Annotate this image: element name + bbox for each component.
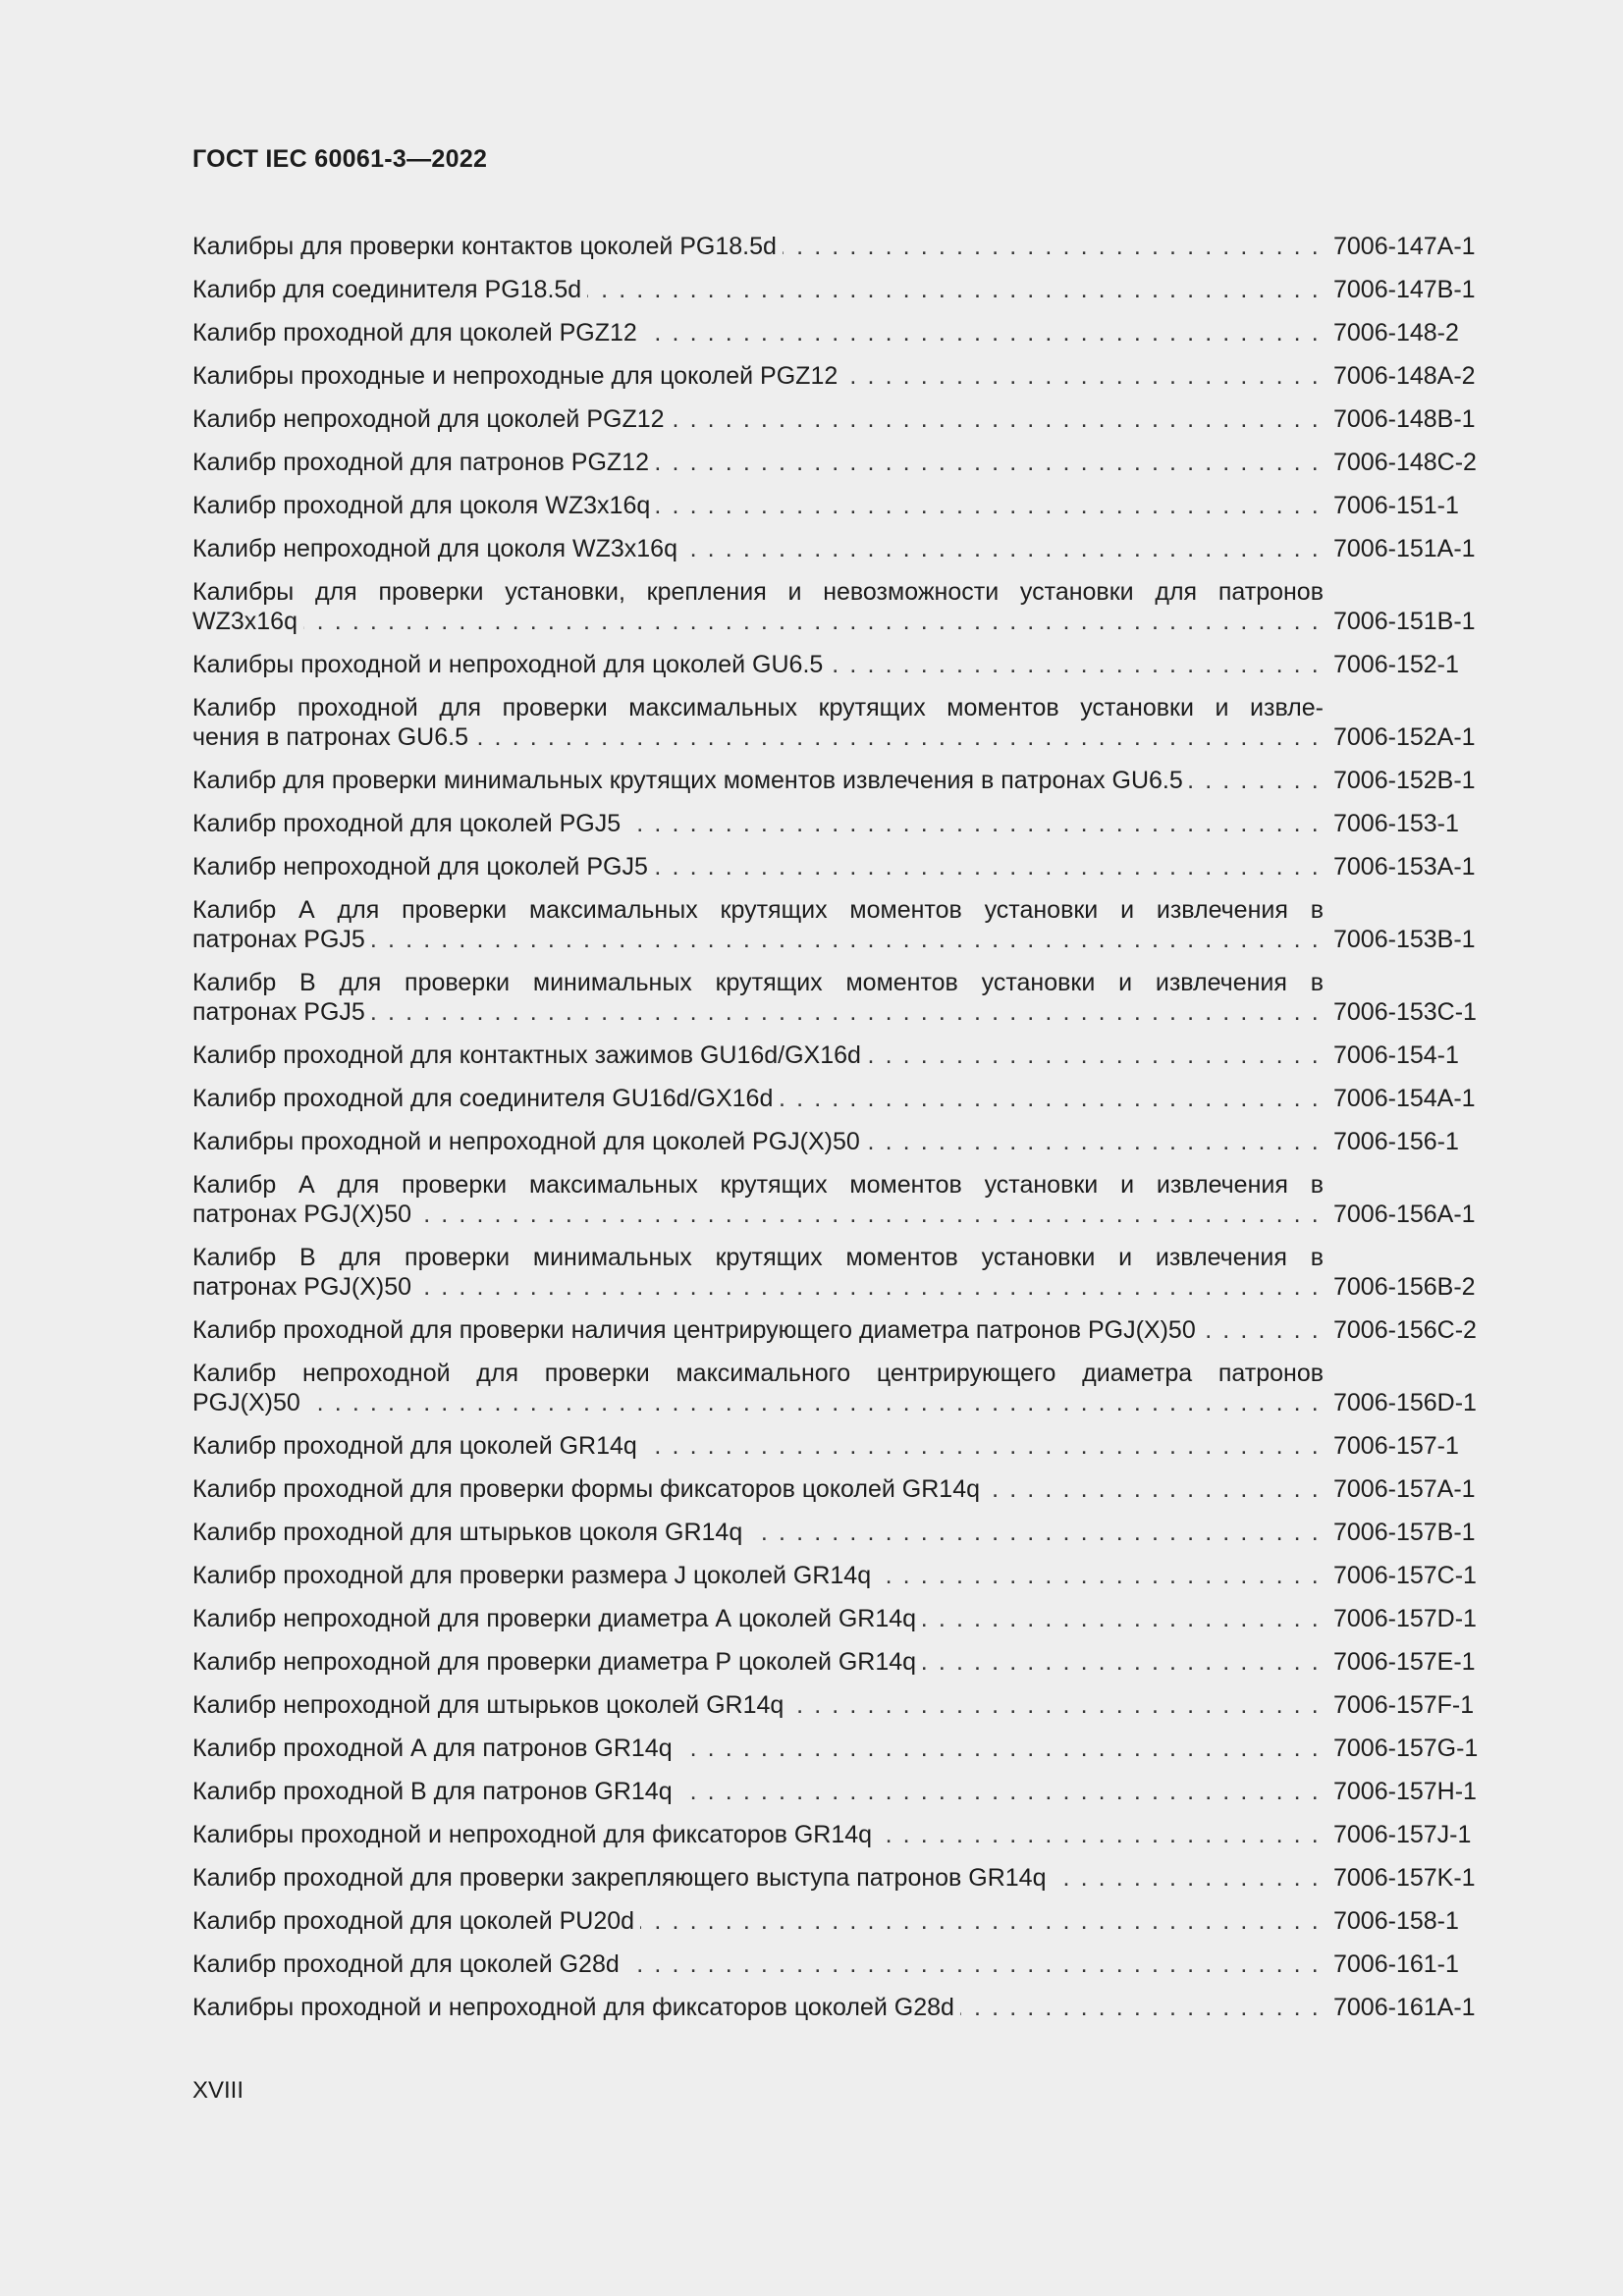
toc-entry-title-text: Калибр проходной для цоколей GR14q bbox=[192, 1432, 643, 1460]
toc-entry-title bbox=[192, 1474, 1324, 1504]
toc-entry-title bbox=[192, 1431, 1324, 1461]
toc-entry-page: 7006-148C-2 bbox=[1333, 448, 1490, 477]
toc-entry-title bbox=[192, 766, 1324, 795]
toc-entry-title-text: Калибр для соединителя PG18.5d bbox=[192, 276, 587, 303]
toc-entry-page: 7006-157-1 bbox=[1333, 1431, 1490, 1461]
toc-entry-title-text: Калибр непроходной для цоколя WZ3x16q bbox=[192, 535, 683, 562]
toc-entry-title-text: Калибр непроходной для проверки диаметра А цоколей GR14q bbox=[192, 1605, 922, 1632]
toc-entry-title bbox=[192, 1561, 1324, 1590]
toc-entry-page: 7006-157E-1 bbox=[1333, 1647, 1490, 1677]
toc-entry-title-text: Калибр проходной для проверки закрепляющего выступа патронов GR14q bbox=[192, 1864, 1053, 1892]
toc-entry-title-text: патронах PGJ(X)50 bbox=[192, 1273, 417, 1301]
toc-entry-title bbox=[192, 1127, 1324, 1156]
toc-entry-title bbox=[192, 1200, 1324, 1229]
toc-entry-page: 7006-157A-1 bbox=[1333, 1474, 1490, 1504]
toc-entry bbox=[192, 1993, 1490, 2022]
toc-entry-title-text: Калибр проходной В для патронов GR14q bbox=[192, 1778, 678, 1805]
toc-entry bbox=[192, 275, 1490, 304]
table-of-contents bbox=[192, 232, 1490, 2036]
toc-entry-title bbox=[192, 1272, 1324, 1302]
toc-entry-page: 7006-148A-2 bbox=[1333, 361, 1490, 391]
toc-entry-page: 7006-156-1 bbox=[1333, 1127, 1490, 1156]
toc-entry bbox=[192, 1518, 1490, 1547]
toc-entry-title-text: Калибр проходной для цоколей PGZ12 bbox=[192, 319, 643, 347]
toc-entry bbox=[192, 1243, 1490, 1302]
toc-entry-title-text: Калибр проходной для соединителя GU16d/GX16d bbox=[192, 1085, 779, 1112]
toc-entry-title-text: Калибры проходной и непроходной для цоколей GU6.5 bbox=[192, 651, 829, 678]
toc-entry-title bbox=[192, 1084, 1324, 1113]
toc-entry-page: 7006-157B-1 bbox=[1333, 1518, 1490, 1547]
toc-entry-title bbox=[192, 1949, 1324, 1979]
toc-entry-title bbox=[192, 275, 1324, 304]
toc-entry-title-text: Калибр проходной для проверки размера J цоколей GR14q bbox=[192, 1562, 877, 1589]
toc-entry-page: 7006-151B-1 bbox=[1333, 607, 1490, 636]
toc-entry bbox=[192, 1127, 1490, 1156]
toc-entry-title-text: Калибр непроходной для проверки диаметра Р цоколей GR14q bbox=[192, 1648, 922, 1676]
toc-entry bbox=[192, 318, 1490, 347]
toc-entry-page: 7006-161A-1 bbox=[1333, 1993, 1490, 2022]
toc-entry bbox=[192, 1777, 1490, 1806]
toc-entry-page: 7006-148B-1 bbox=[1333, 404, 1490, 434]
toc-entry bbox=[192, 809, 1490, 838]
toc-entry-title-text: WZ3x16q bbox=[192, 608, 303, 635]
toc-entry-page: 7006-153A-1 bbox=[1333, 852, 1490, 881]
toc-entry-title-text: Калибр проходной А для патронов GR14q bbox=[192, 1735, 678, 1762]
toc-entry bbox=[192, 404, 1490, 434]
toc-entry-page: 7006-157G-1 bbox=[1333, 1734, 1490, 1763]
toc-entry-title bbox=[192, 1041, 1324, 1070]
toc-entry-title-line: Калибр А для проверки максимальных крутящих моментов установки и извлечения в bbox=[192, 1171, 1324, 1199]
toc-entry-title bbox=[192, 404, 1324, 434]
toc-entry bbox=[192, 968, 1490, 1027]
toc-entry-page: 7006-157K-1 bbox=[1333, 1863, 1490, 1893]
toc-entry bbox=[192, 1315, 1490, 1345]
toc-entry-page: 7006-153B-1 bbox=[1333, 925, 1490, 954]
toc-entry bbox=[192, 361, 1490, 391]
toc-entry-title-text: Калибр проходной для штырьков цоколя GR14q bbox=[192, 1519, 748, 1546]
toc-entry-title-text: Калибр проходной для патронов PGZ12 bbox=[192, 449, 655, 476]
toc-entry-title-text: Калибр непроходной для цоколей PGJ5 bbox=[192, 853, 654, 881]
page-number: XVIII bbox=[192, 2077, 244, 2104]
toc-entry bbox=[192, 1170, 1490, 1229]
toc-entry-title-text: Калибр проходной для проверки наличия центрирующего диаметра патронов PGJ(X)50 bbox=[192, 1316, 1202, 1344]
toc-entry-page: 7006-157D-1 bbox=[1333, 1604, 1490, 1633]
toc-entry-title bbox=[192, 1690, 1324, 1720]
toc-entry-page: 7006-154-1 bbox=[1333, 1041, 1490, 1070]
toc-entry-title-text: патронах PGJ5 bbox=[192, 998, 371, 1026]
toc-entry bbox=[192, 577, 1490, 636]
toc-entry-page: 7006-152A-1 bbox=[1333, 722, 1490, 752]
toc-entry-title-line: Калибры для проверки установки, крепления и невозможности установки для патронов bbox=[192, 578, 1324, 606]
toc-entry-page: 7006-151-1 bbox=[1333, 491, 1490, 520]
toc-entry-page: 7006-156A-1 bbox=[1333, 1200, 1490, 1229]
toc-entry-title bbox=[192, 1777, 1324, 1806]
toc-entry-title bbox=[192, 1863, 1324, 1893]
toc-entry bbox=[192, 1820, 1490, 1849]
toc-entry-title-text: чения в патронах GU6.5 bbox=[192, 723, 474, 751]
toc-entry bbox=[192, 693, 1490, 752]
toc-entry-page: 7006-157H-1 bbox=[1333, 1777, 1490, 1806]
toc-entry bbox=[192, 1431, 1490, 1461]
toc-entry-page: 7006-161-1 bbox=[1333, 1949, 1490, 1979]
toc-entry bbox=[192, 1949, 1490, 1979]
toc-entry bbox=[192, 1084, 1490, 1113]
toc-entry bbox=[192, 232, 1490, 261]
toc-entry-title bbox=[192, 997, 1324, 1027]
toc-entry-page: 7006-151A-1 bbox=[1333, 534, 1490, 563]
toc-entry-title bbox=[192, 607, 1324, 636]
toc-entry-title-text: Калибры проходные и непроходные для цоколей PGZ12 bbox=[192, 362, 843, 390]
toc-entry-page: 7006-158-1 bbox=[1333, 1906, 1490, 1936]
toc-entry-title bbox=[192, 1518, 1324, 1547]
toc-entry-title bbox=[192, 318, 1324, 347]
toc-entry-title-text: Калибр проходной для цоколя WZ3x16q bbox=[192, 492, 656, 519]
toc-entry-title bbox=[192, 809, 1324, 838]
toc-entry-title-text: патронах PGJ5 bbox=[192, 926, 371, 953]
toc-entry-title bbox=[192, 1315, 1324, 1345]
toc-entry-page: 7006-152-1 bbox=[1333, 650, 1490, 679]
toc-entry-title-line: Калибр В для проверки минимальных крутящих моментов установки и извлечения в bbox=[192, 1244, 1324, 1271]
toc-entry-title-text: Калибр проходной для контактных зажимов GU16d/GX16d bbox=[192, 1041, 867, 1069]
toc-entry-title bbox=[192, 1993, 1324, 2022]
toc-entry-title bbox=[192, 1388, 1324, 1417]
toc-entry bbox=[192, 1647, 1490, 1677]
document-header: ГОСТ IEC 60061-3—2022 bbox=[192, 145, 488, 173]
toc-entry-title bbox=[192, 448, 1324, 477]
toc-entry bbox=[192, 1604, 1490, 1633]
toc-entry-page: 7006-152B-1 bbox=[1333, 766, 1490, 795]
toc-entry bbox=[192, 1561, 1490, 1590]
toc-entry-title-text: Калибр проходной для цоколей G28d bbox=[192, 1950, 625, 1978]
toc-entry bbox=[192, 491, 1490, 520]
toc-entry-title-text: PGJ(X)50 bbox=[192, 1389, 306, 1416]
toc-entry-title bbox=[192, 1734, 1324, 1763]
toc-entry bbox=[192, 448, 1490, 477]
toc-entry-title bbox=[192, 1906, 1324, 1936]
toc-entry-title-text: Калибр проходной для проверки формы фиксаторов цоколей GR14q bbox=[192, 1475, 986, 1503]
toc-entry bbox=[192, 650, 1490, 679]
toc-entry bbox=[192, 766, 1490, 795]
toc-entry-title bbox=[192, 491, 1324, 520]
toc-entry-page: 7006-156B-2 bbox=[1333, 1272, 1490, 1302]
toc-entry-title-text: патронах PGJ(X)50 bbox=[192, 1201, 417, 1228]
toc-entry-title-line: Калибр непроходной для проверки максимального центрирующего диаметра патронов bbox=[192, 1360, 1324, 1387]
toc-entry-title-line: Калибр проходной для проверки максимальных крутящих моментов установки и извле- bbox=[192, 694, 1324, 721]
toc-entry bbox=[192, 895, 1490, 954]
toc-entry-title bbox=[192, 1820, 1324, 1849]
toc-entry bbox=[192, 1359, 1490, 1417]
toc-entry-title-text: Калибр непроходной для цоколей PGZ12 bbox=[192, 405, 671, 433]
toc-entry-title-text: Калибры проходной и непроходной для фиксаторов цоколей G28d bbox=[192, 1994, 960, 2021]
toc-entry-title-line: Калибр В для проверки минимальных крутящих моментов установки и извлечения в bbox=[192, 969, 1324, 996]
toc-entry bbox=[192, 534, 1490, 563]
toc-entry-page: 7006-157J-1 bbox=[1333, 1820, 1490, 1849]
toc-entry bbox=[192, 852, 1490, 881]
toc-entry-title bbox=[192, 361, 1324, 391]
toc-entry-page: 7006-154A-1 bbox=[1333, 1084, 1490, 1113]
toc-entry-title bbox=[192, 232, 1324, 261]
toc-entry-title bbox=[192, 925, 1324, 954]
toc-entry-title bbox=[192, 1604, 1324, 1633]
toc-entry-title-text: Калибр проходной для цоколей PGJ5 bbox=[192, 810, 626, 837]
toc-entry bbox=[192, 1734, 1490, 1763]
toc-entry-page: 7006-153-1 bbox=[1333, 809, 1490, 838]
toc-entry-title-text: Калибры проходной и непроходной для цоколей PGJ(X)50 bbox=[192, 1128, 866, 1155]
toc-entry-page: 7006-157C-1 bbox=[1333, 1561, 1490, 1590]
toc-entry-title bbox=[192, 650, 1324, 679]
toc-entry bbox=[192, 1863, 1490, 1893]
toc-entry-title-text: Калибр проходной для цоколей PU20d bbox=[192, 1907, 640, 1935]
toc-entry bbox=[192, 1474, 1490, 1504]
toc-entry-title bbox=[192, 1647, 1324, 1677]
toc-entry-title-line: Калибр А для проверки максимальных крутящих моментов установки и извлечения в bbox=[192, 896, 1324, 924]
toc-entry-title-text: Калибры для проверки контактов цоколей PG18.5d bbox=[192, 233, 783, 260]
toc-entry-page: 7006-156C-2 bbox=[1333, 1315, 1490, 1345]
toc-entry-page: 7006-147B-1 bbox=[1333, 275, 1490, 304]
toc-entry-title bbox=[192, 722, 1324, 752]
toc-entry-page: 7006-156D-1 bbox=[1333, 1388, 1490, 1417]
toc-entry-page: 7006-148-2 bbox=[1333, 318, 1490, 347]
toc-entry bbox=[192, 1906, 1490, 1936]
toc-entry-title-text: Калибр непроходной для штырьков цоколей GR14q bbox=[192, 1691, 789, 1719]
toc-entry-page: 7006-153C-1 bbox=[1333, 997, 1490, 1027]
toc-entry-title bbox=[192, 852, 1324, 881]
toc-entry bbox=[192, 1690, 1490, 1720]
toc-entry-title-text: Калибры проходной и непроходной для фиксаторов GR14q bbox=[192, 1821, 878, 1848]
toc-entry-page: 7006-157F-1 bbox=[1333, 1690, 1490, 1720]
toc-entry bbox=[192, 1041, 1490, 1070]
toc-entry-title bbox=[192, 534, 1324, 563]
toc-entry-page: 7006-147A-1 bbox=[1333, 232, 1490, 261]
toc-entry-title-text: Калибр для проверки минимальных крутящих моментов извлечения в патронах GU6.5 bbox=[192, 767, 1189, 794]
